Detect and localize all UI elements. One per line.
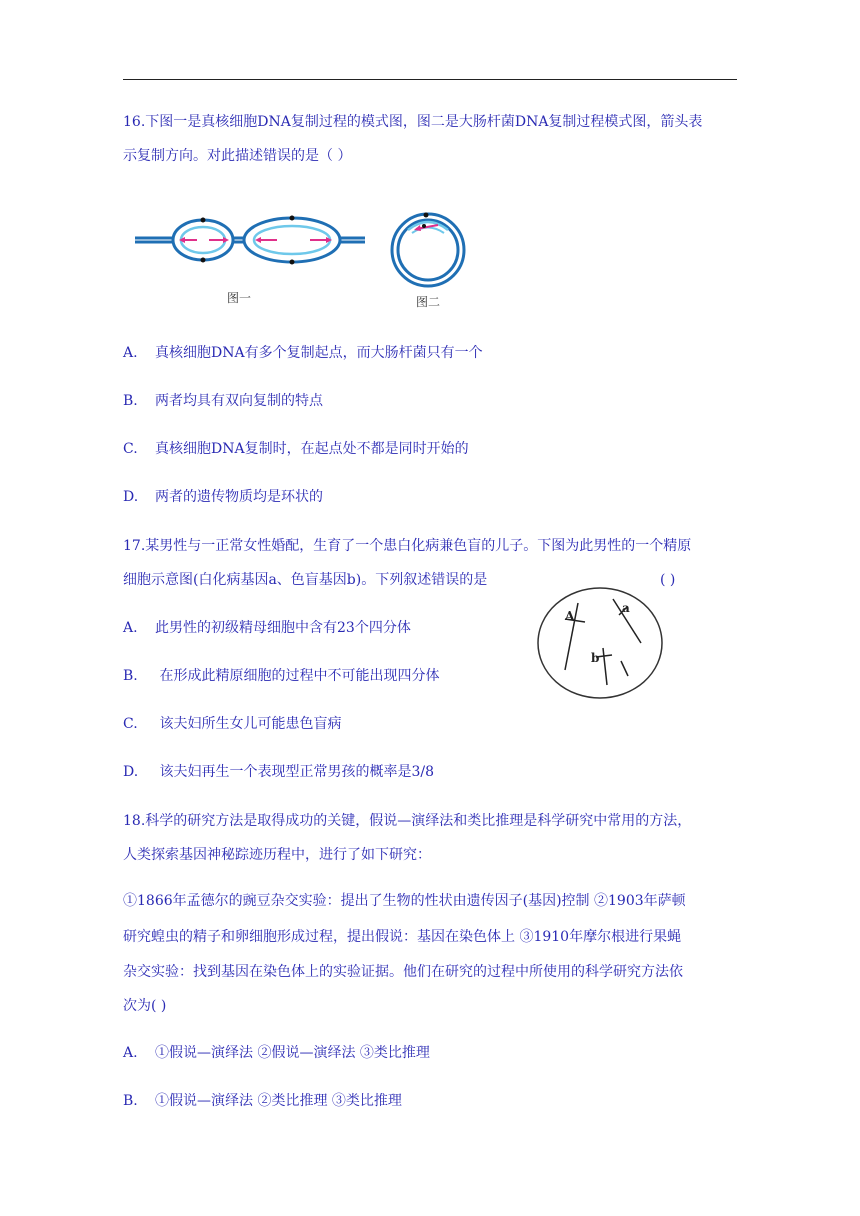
option-letter: A. — [123, 1045, 138, 1061]
q16-option-b[interactable] — [123, 391, 323, 411]
q16-stem-line1: 16.下图一是真核细胞DNA复制过程的模式图，图二是大肠杆菌DNA复制过程模式图，箭头表 — [123, 114, 703, 130]
option-text: ①假说—演绎法 ②类比推理 ③类比推理 — [155, 1093, 402, 1109]
q17-stem-line2: 细胞示意图(白化病基因a、色盲基因b)。下列叙述错误的是 — [123, 572, 488, 588]
header-rule — [123, 79, 737, 80]
option-letter: B. — [123, 668, 138, 684]
option-text: 在形成此精原细胞的过程中不可能出现四分体 — [155, 668, 440, 684]
q18-option-a[interactable] — [123, 1043, 430, 1063]
q16-option-c[interactable] — [123, 439, 469, 459]
option-text: ①假说—演绎法 ②假说—演绎法 ③类比推理 — [155, 1045, 430, 1061]
q18-option-b[interactable] — [123, 1091, 402, 1111]
q17-option-b[interactable] — [123, 666, 439, 686]
option-letter: B. — [123, 1093, 138, 1109]
q17-option-c[interactable] — [123, 714, 341, 734]
q17-gene-a-label: a — [622, 601, 630, 615]
option-letter: A. — [123, 345, 138, 361]
q17-option-a[interactable] — [123, 618, 411, 638]
option-text: 真核细胞DNA复制时，在起点处不都是同时开始的 — [155, 441, 469, 457]
q17-gene-A-label: A — [565, 609, 575, 623]
q16-figure-eukaryote-dna — [135, 208, 365, 268]
q17-gene-b-label: b — [591, 651, 600, 665]
option-letter: A. — [123, 620, 138, 636]
q17-option-d[interactable] — [123, 762, 434, 782]
q17-sperm-cell-diagram — [535, 585, 665, 701]
q17-answer-paren: ( ) — [660, 572, 676, 588]
q18-body-line4: 次为( ) — [123, 998, 167, 1014]
q16-figure2-label: 图二 — [416, 295, 441, 309]
q18-stem-line2: 人类探索基因神秘踪迹历程中，进行了如下研究： — [123, 847, 431, 863]
option-text: 该夫妇所生女儿可能患色盲病 — [155, 716, 342, 732]
option-letter: B. — [123, 393, 138, 409]
option-text: 真核细胞DNA有多个复制起点，而大肠杆菌只有一个 — [155, 345, 483, 361]
q18-body-line2: 研究蝗虫的精子和卵细胞形成过程，提出假说：基因在染色体上 ③1910年摩尔根进行果蝇 — [123, 929, 682, 945]
q16-option-d[interactable] — [123, 487, 323, 507]
q18-body-line3: 杂交实验：找到基因在染色体上的实验证据。他们在研究的过程中所使用的科学研究方法依 — [123, 964, 683, 980]
option-letter: C. — [123, 441, 138, 457]
q16-figure-ecoli-dna — [388, 208, 470, 290]
option-letter: C. — [123, 716, 138, 732]
option-text: 两者的遗传物质均是环状的 — [155, 489, 323, 505]
q17-stem-line1: 17.某男性与一正常女性婚配，生育了一个患白化病兼色盲的儿子。下图为此男性的一个精原 — [123, 538, 692, 554]
q18-stem-line1: 18.科学的研究方法是取得成功的关键，假说—演绎法和类比推理是科学研究中常用的方法， — [123, 813, 692, 829]
q16-stem-line2: 示复制方向。对此描述错误的是（ ） — [123, 148, 352, 164]
option-text: 此男性的初级精母细胞中含有23个四分体 — [155, 620, 411, 636]
q16-figure1-label: 图一 — [227, 291, 252, 305]
option-text: 该夫妇再生一个表现型正常男孩的概率是3/8 — [155, 764, 434, 780]
q16-option-a[interactable] — [123, 343, 483, 363]
option-text: 两者均具有双向复制的特点 — [155, 393, 323, 409]
q18-body-line1: ①1866年孟德尔的豌豆杂交实验：提出了生物的性状由遗传因子(基因)控制 ②1903年萨顿 — [123, 893, 686, 909]
option-letter: D. — [123, 764, 139, 780]
option-letter: D. — [123, 489, 139, 505]
